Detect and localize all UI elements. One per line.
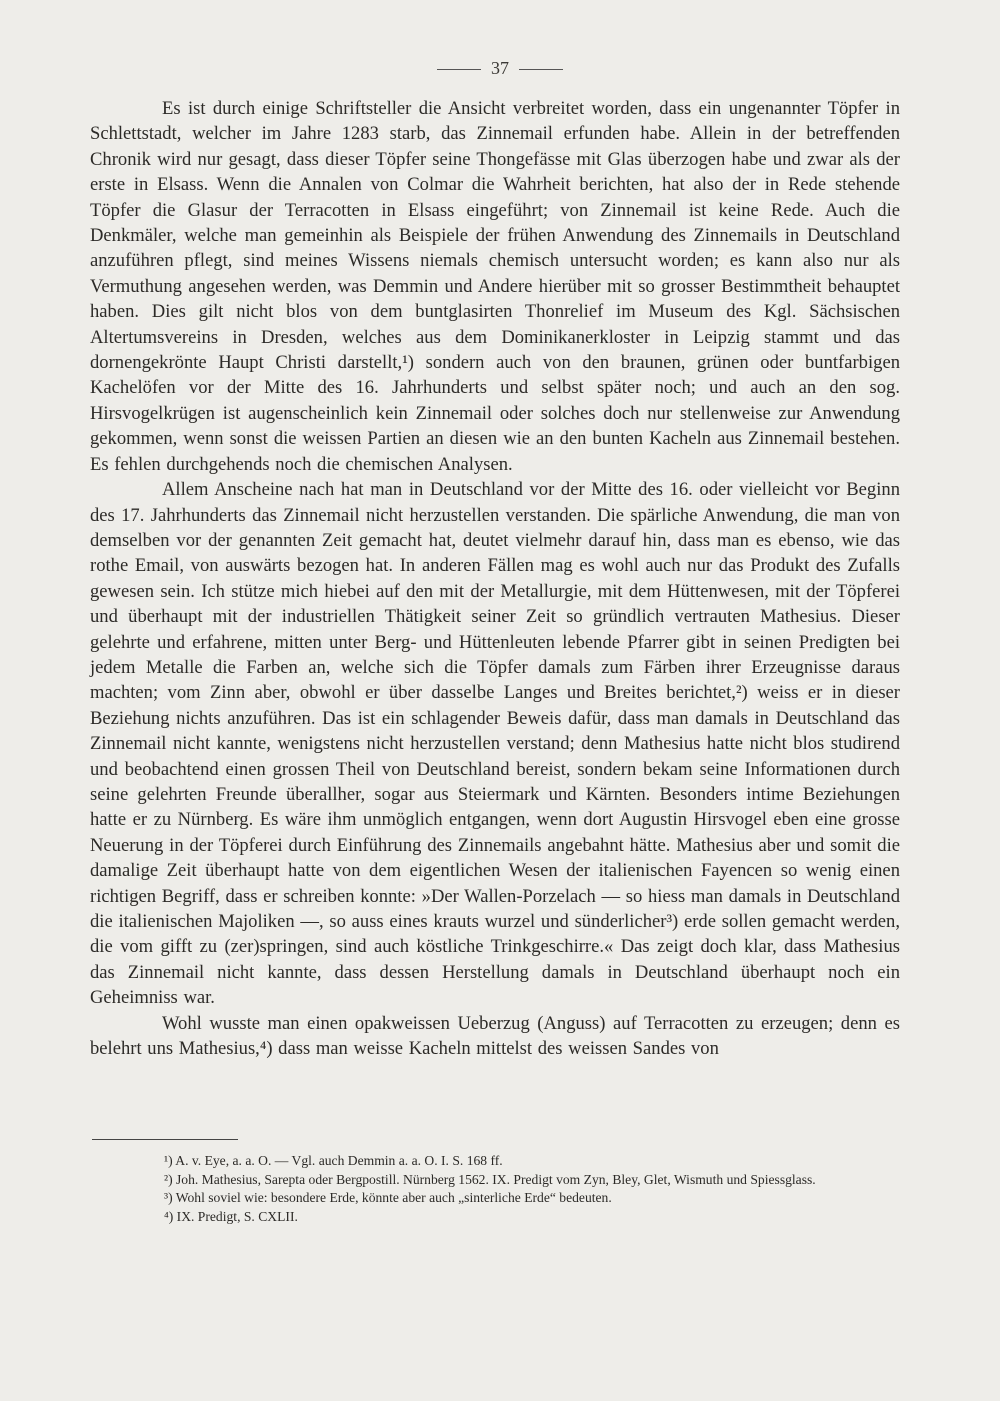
footnote-separator: [92, 1139, 238, 1140]
footnote-2: ²) Joh. Mathesius, Sarepta oder Bergpostill. Nürnberg 1562. IX. Predigt vom Zyn, Bley, Glet, Wismuth und Spiessglass.: [164, 1171, 816, 1187]
body-text: [90, 96, 900, 1061]
footnote-4: ⁴) IX. Predigt, S. CXLII.: [164, 1208, 298, 1224]
footnotes: [92, 1152, 904, 1226]
paragraph-3: Wohl wusste man einen opakweissen Ueberzug (Anguss) auf Terracotten zu erzeugen; denn es belehrt uns Mathesius,⁴) dass man weisse Kacheln mittelst des weissen Sandes von: [90, 1012, 900, 1060]
footnote-3: ³) Wohl soviel wie: besondere Erde, könnte aber auch „sinterliche Erde“ bedeuten.: [164, 1190, 612, 1205]
page-header: [0, 58, 1000, 79]
header-rule-right: [519, 69, 563, 70]
page-number: 37: [491, 58, 509, 78]
paragraph-2: Allem Anscheine nach hat man in Deutschland vor der Mitte des 16. oder vielleicht vor Beginn des 17. Jahrhunderts das Zinnemail nicht herzustellen verstanden. Die spärliche Anwendung, die man von demselben vor der genannten Zeit gemacht hat, deutet vielmehr darauf hin, dass man es ebenso, wie das rothe Email, von auswärts bezogen hat. In anderen Fällen mag es wohl auch nur das Produkt des Zufalls gewesen sein. Ich stütze mich hiebei auf den mit der Metallurgie, mit dem Hüttenwesen, mit der Töpferei und überhaupt mit der industriellen Thätigkeit seiner Zeit so gründlich vertrauten Mathesius. Dieser gelehrte und erfahrene, mitten unter Berg- und Hüttenleuten lebende Pfarrer gibt in seinen Predigten bei jedem Metalle die Farben an, welche sich die Töpfer damals zum Färben ihrer Erzeugnisse daraus machten; vom Zinn aber, obwohl er über dasselbe Langes und Breites berichtet,²) weiss er in dieser Beziehung nichts anzuführen. Das ist ein schlagender Beweis dafür, dass man damals in Deutschland das Zinnemail nicht kannte, wenigstens nicht herzustellen verstand; denn Mathesius hatte nicht blos studirend und beobachtend einen grossen Theil von Deutschland bereist, sondern bekam seine Informationen durch seine gelehrten Freunde überallher, sogar aus Steiermark und Kärnten. Besonders intime Beziehungen hatte er zu Nürnberg. Es wäre ihm unmöglich entgangen, wenn dort Augustin Hirsvogel eben eine grosse Neuerung in der Töpferei durch Einführung des Zinnemails angebahnt hätte. Mathesius aber und somit die damalige Zeit überhaupt hatte von dem eigentlichen Wesen der italienischen Fayencen so wenig einen richtigen Begriff, dass er schreiben konnte: »Der Wallen-Porzelach — so hiess man damals in Deutschland die italienischen Majoliken —, so auss eines krauts wurzel und sünderlicher³) erde sollen gemacht werden, die vom gifft zu (zer)springen, sind auch köstliche Trinkgeschirre.« Das zeigt doch klar, dass Mathesius das Zinnemail nicht kannte, dass dessen Herstellung damals in Deutschland überhaupt noch ein Geheimniss war.: [90, 479, 900, 1009]
footnote-1: ¹) A. v. Eye, a. a. O. — Vgl. auch Demmin a. a. O. I. S. 168 ff.: [164, 1153, 503, 1168]
paragraph-1: Es ist durch einige Schriftsteller die Ansicht verbreitet worden, dass ein ungenannter Töpfer in Schlettstadt, welcher im Jahre 1283 starb, das Zinnemail erfunden habe. Allein in der betreffenden Chronik wird nur gesagt, dass dieser Töpfer seine Thongefässe mit Glas überzogen habe und zwar als der erste in Elsass. Wenn die Annalen von Colmar die Wahrheit berichten, hat also der in Rede stehende Töpfer die Glasur der Terracotten in Elsass eingeführt; von Zinnemail ist keine Rede. Auch die Denkmäler, welche man gemeinhin als Beispiele der frühen Anwendung des Zinnemails in Deutschland anzuführen pflegt, sind meines Wissens niemals chemisch untersucht worden; es kann also nur als Vermuthung angesehen werden, was Demmin und Andere hierüber mit so grosser Bestimmtheit behauptet haben. Dies gilt nicht blos von dem buntglasirten Thonrelief im Museum des Kgl. Sächsischen Altertumsvereins in Dresden, welches aus dem Dominikanerkloster in Leipzig stammt und das dornengekrönte Haupt Christi darstellt,¹) sondern auch von den braunen, grünen oder buntfarbigen Kachelöfen vor der Mitte des 16. Jahrhunderts und selbst später noch; und auch an den sog. Hirsvogelkrügen ist augenscheinlich kein Zinnemail oder solches doch nur stellenweise zur Anwendung gekommen, wenn sonst die weissen Partien an diesen wie an den bunten Kacheln aus Zinnemail bestehen. Es fehlen durchgehends noch die chemischen Analysen.: [90, 98, 900, 475]
header-rule-left: [437, 69, 481, 70]
